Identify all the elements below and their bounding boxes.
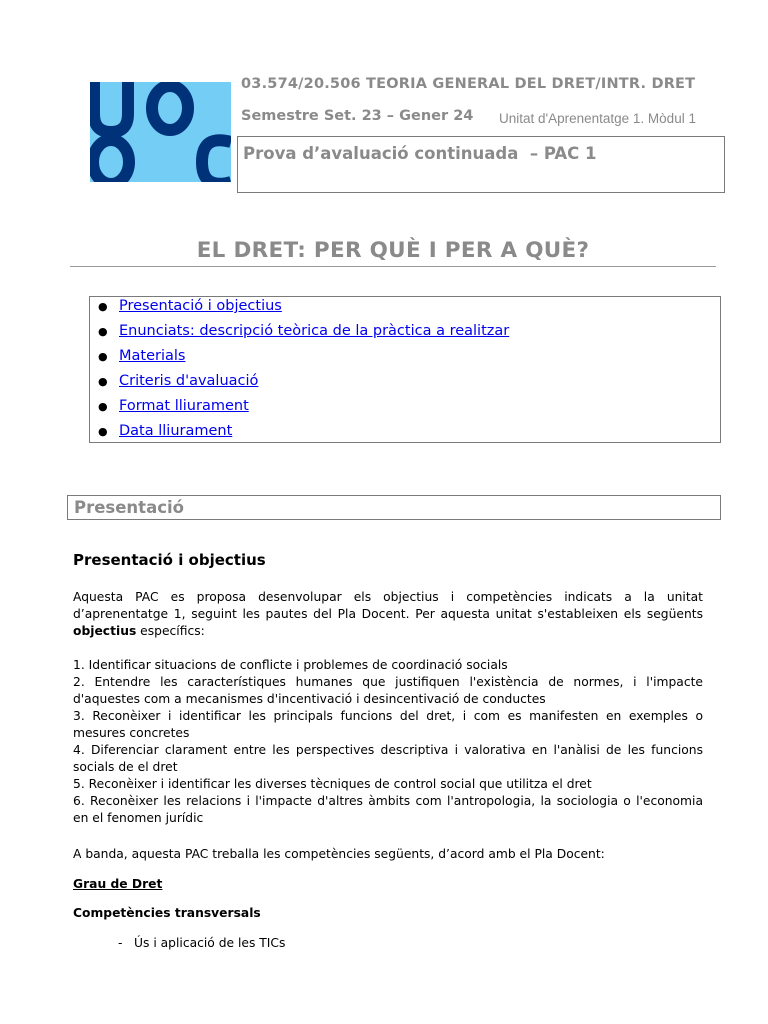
section-title: Presentació: [74, 498, 184, 517]
dash-bullet: -: [118, 936, 123, 950]
bullet-icon: ●: [98, 300, 108, 313]
intro-paragraph: [73, 589, 703, 640]
bullet-icon: ●: [98, 400, 108, 413]
title-divider: [70, 266, 716, 267]
intro-text-2: específics:: [136, 624, 205, 638]
toc-link-materials[interactable]: Materials: [119, 348, 186, 364]
pac-title: Prova d’avaluació continuada – PAC 1: [243, 144, 597, 163]
objective-item: 2. Entendre les característiques humanes que justifiquen l'existència de normes, i l'impacte d'aquestes com a mecanismes d'incentivació i desincentivació de conductes: [73, 675, 703, 706]
page-title: EL DRET: PER QUÈ I PER A QUÈ?: [196, 238, 590, 263]
toc-link-format[interactable]: Format lliurament: [119, 398, 249, 414]
objective-item: 6. Reconèixer les relacions i l'impacte d'altres àmbits com l'antropologia, la sociologia o l'economia en el fenomen jurídic: [73, 794, 703, 825]
objective-item: 3. Reconèixer i identificar les principals funcions del dret, i com es manifesten en exemples o mesures concretes: [73, 709, 703, 740]
degree-heading: Grau de Dret: [73, 877, 163, 891]
semester-label: Semestre Set. 23 – Gener 24: [241, 108, 474, 124]
objectives-list: [73, 657, 703, 827]
toc-link-enunciats[interactable]: Enunciats: descripció teòrica de la pràctica a realitzar: [119, 323, 510, 339]
bullet-icon: ●: [98, 325, 108, 338]
bullet-icon: ●: [98, 425, 108, 438]
objective-item: 1. Identificar situacions de conflicte i problemes de coordinació socials: [73, 658, 508, 672]
uoc-logo: [90, 82, 231, 182]
intro-bold: objectius: [73, 624, 137, 638]
toc-link-criteris[interactable]: Criteris d'avaluació: [119, 373, 259, 389]
subheading: Presentació i objectius: [73, 551, 266, 569]
toc-link-presentacio[interactable]: Presentació i objectius: [119, 298, 282, 314]
bullet-icon: ●: [98, 375, 108, 388]
section-header-box: [67, 495, 721, 520]
unit-label: Unitat d'Aprenentatge 1. Mòdul 1: [499, 111, 696, 126]
course-code: 03.574/20.506 TEORIA GENERAL DEL DRET/INTR. DRET: [241, 76, 696, 92]
objective-item: 5. Reconèixer i identificar les diverses tècniques de control social que utilitza el dret: [73, 777, 592, 791]
transversal-heading: Competències transversals: [73, 906, 261, 920]
pac-title-box: [237, 136, 725, 193]
table-of-contents: [89, 296, 721, 443]
list-item-text: Ús i aplicació de les TICs: [134, 936, 286, 950]
toc-link-data[interactable]: Data lliurament: [119, 423, 233, 439]
bullet-icon: ●: [98, 350, 108, 363]
competences-intro: A banda, aquesta PAC treballa les competències següents, d’acord amb el Pla Docent:: [73, 847, 605, 861]
objective-item: 4. Diferenciar clarament entre les perspectives descriptiva i valorativa en l'anàlisi de les funcions socials de el dret: [73, 743, 703, 774]
intro-text-1: Aquesta PAC es proposa desenvolupar els objectius i competències indicats a la unitat d’aprenentatge 1, seguint les pautes del Pla Docent. Per aquesta unitat s'estableixen els següents: [73, 590, 703, 621]
